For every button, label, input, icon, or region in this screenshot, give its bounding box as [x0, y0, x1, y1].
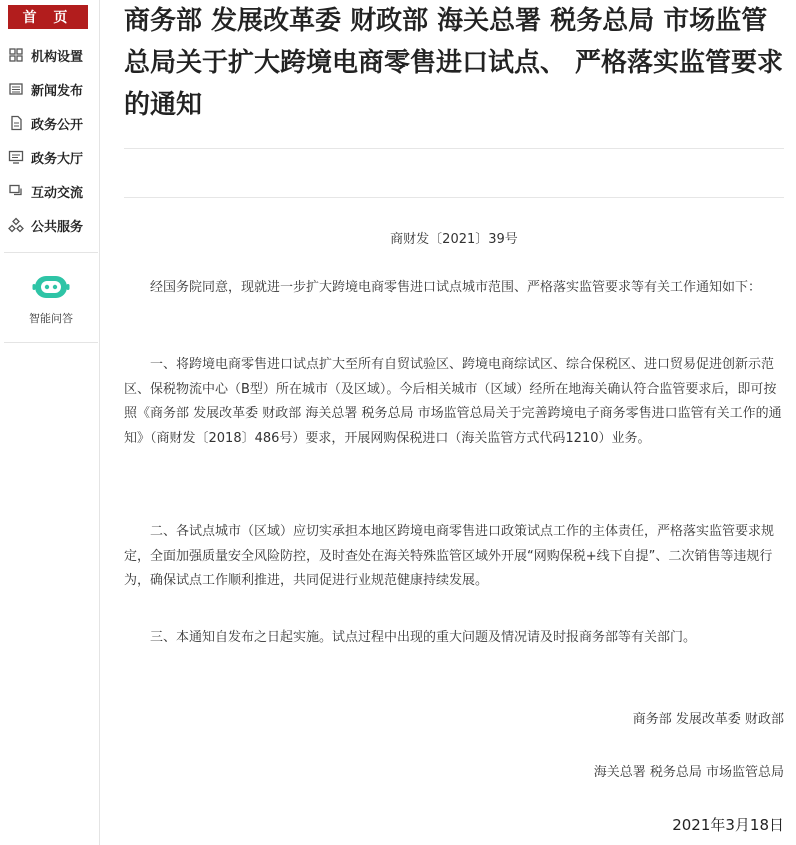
smart-qa-button[interactable] — [4, 272, 98, 326]
sidebar-nav — [4, 38, 98, 242]
content-divider — [124, 197, 784, 198]
monitor-icon — [8, 149, 24, 165]
robot-icon — [32, 272, 70, 302]
document-icon — [8, 115, 24, 131]
sidebar-divider — [4, 252, 98, 253]
sidebar-item-public[interactable] — [4, 106, 98, 140]
page-title: 商务部 发展改革委 财政部 海关总署 税务总局 市场监管总局关于扩大跨境电商零售进口试点、 严格落实监管要求的通知 — [124, 6, 784, 120]
sidebar-item-label: 新闻发布 — [31, 83, 84, 99]
paragraph-intro: 经国务院同意，现就进一步扩大跨境电商零售进口试点城市范围、严格落实监管要求等有关工作通知如下： — [150, 280, 762, 295]
sidebar-item-label: 政务大厅 — [31, 151, 84, 167]
service-icon — [8, 217, 24, 233]
sidebar-item-interact[interactable] — [4, 174, 98, 208]
sidebar-item-label: 互动交流 — [31, 185, 84, 201]
sidebar-item-label: 政务公开 — [31, 117, 84, 133]
document-number: 商财发〔2021〕39号 — [390, 232, 518, 247]
sidebar-item-label: 公共服务 — [31, 219, 84, 235]
smart-qa-label: 智能问答 — [29, 312, 73, 325]
signature-line-2: 海关总署 税务总局 市场监管总局 — [593, 765, 784, 780]
sidebar-divider — [4, 342, 98, 343]
sidebar-item-hall[interactable] — [4, 140, 98, 174]
paragraph-2: 二、各试点城市（区域）应切实承担本地区跨境电商零售进口政策试点工作的主体责任，严格落实监管要求规定，全面加强质量安全风险防控，及时查处在海关特殊监管区域外开展“网购保税+线下自提”、二次销售等违规行为，确保试点工作顺利推进，共同促进行业规范健康持续发展。 — [124, 524, 775, 588]
paragraph-1: 一、将跨境电商零售进口试点扩大至所有自贸试验区、跨境电商综试区、综合保税区、进口贸易促进创新示范区、保税物流中心（B型）所在城市（及区域）。今后相关城市（区域）经所在地海关确认符合监管要求后，即可按照《商务部 发展改革委 财政部 海关总署 税务总局 市场监管总局关于完善跨境电子商务零售进口监管有关工作的通知》（商财发〔2018〕486号）要求，开展网购保税进口（海关监管方式代码1210）业务。 — [124, 357, 782, 446]
sidebar — [0, 0, 100, 845]
title-divider — [124, 148, 784, 149]
signature-line-1: 商务部 发展改革委 财政部 — [632, 712, 784, 727]
sidebar-item-label: 机构设置 — [31, 49, 84, 65]
home-button[interactable]: 首 页 — [8, 5, 88, 29]
grid-icon — [8, 47, 24, 63]
paragraph-3: 三、本通知自发布之日起实施。试点过程中出现的重大问题及情况请及时报商务部等有关部门。 — [150, 630, 697, 645]
sidebar-item-service[interactable] — [4, 208, 98, 242]
news-icon — [8, 81, 24, 97]
sidebar-item-org[interactable] — [4, 38, 98, 72]
issue-date: 2021年3月18日 — [672, 816, 784, 834]
sidebar-item-news[interactable] — [4, 72, 98, 106]
chat-icon — [8, 183, 24, 199]
